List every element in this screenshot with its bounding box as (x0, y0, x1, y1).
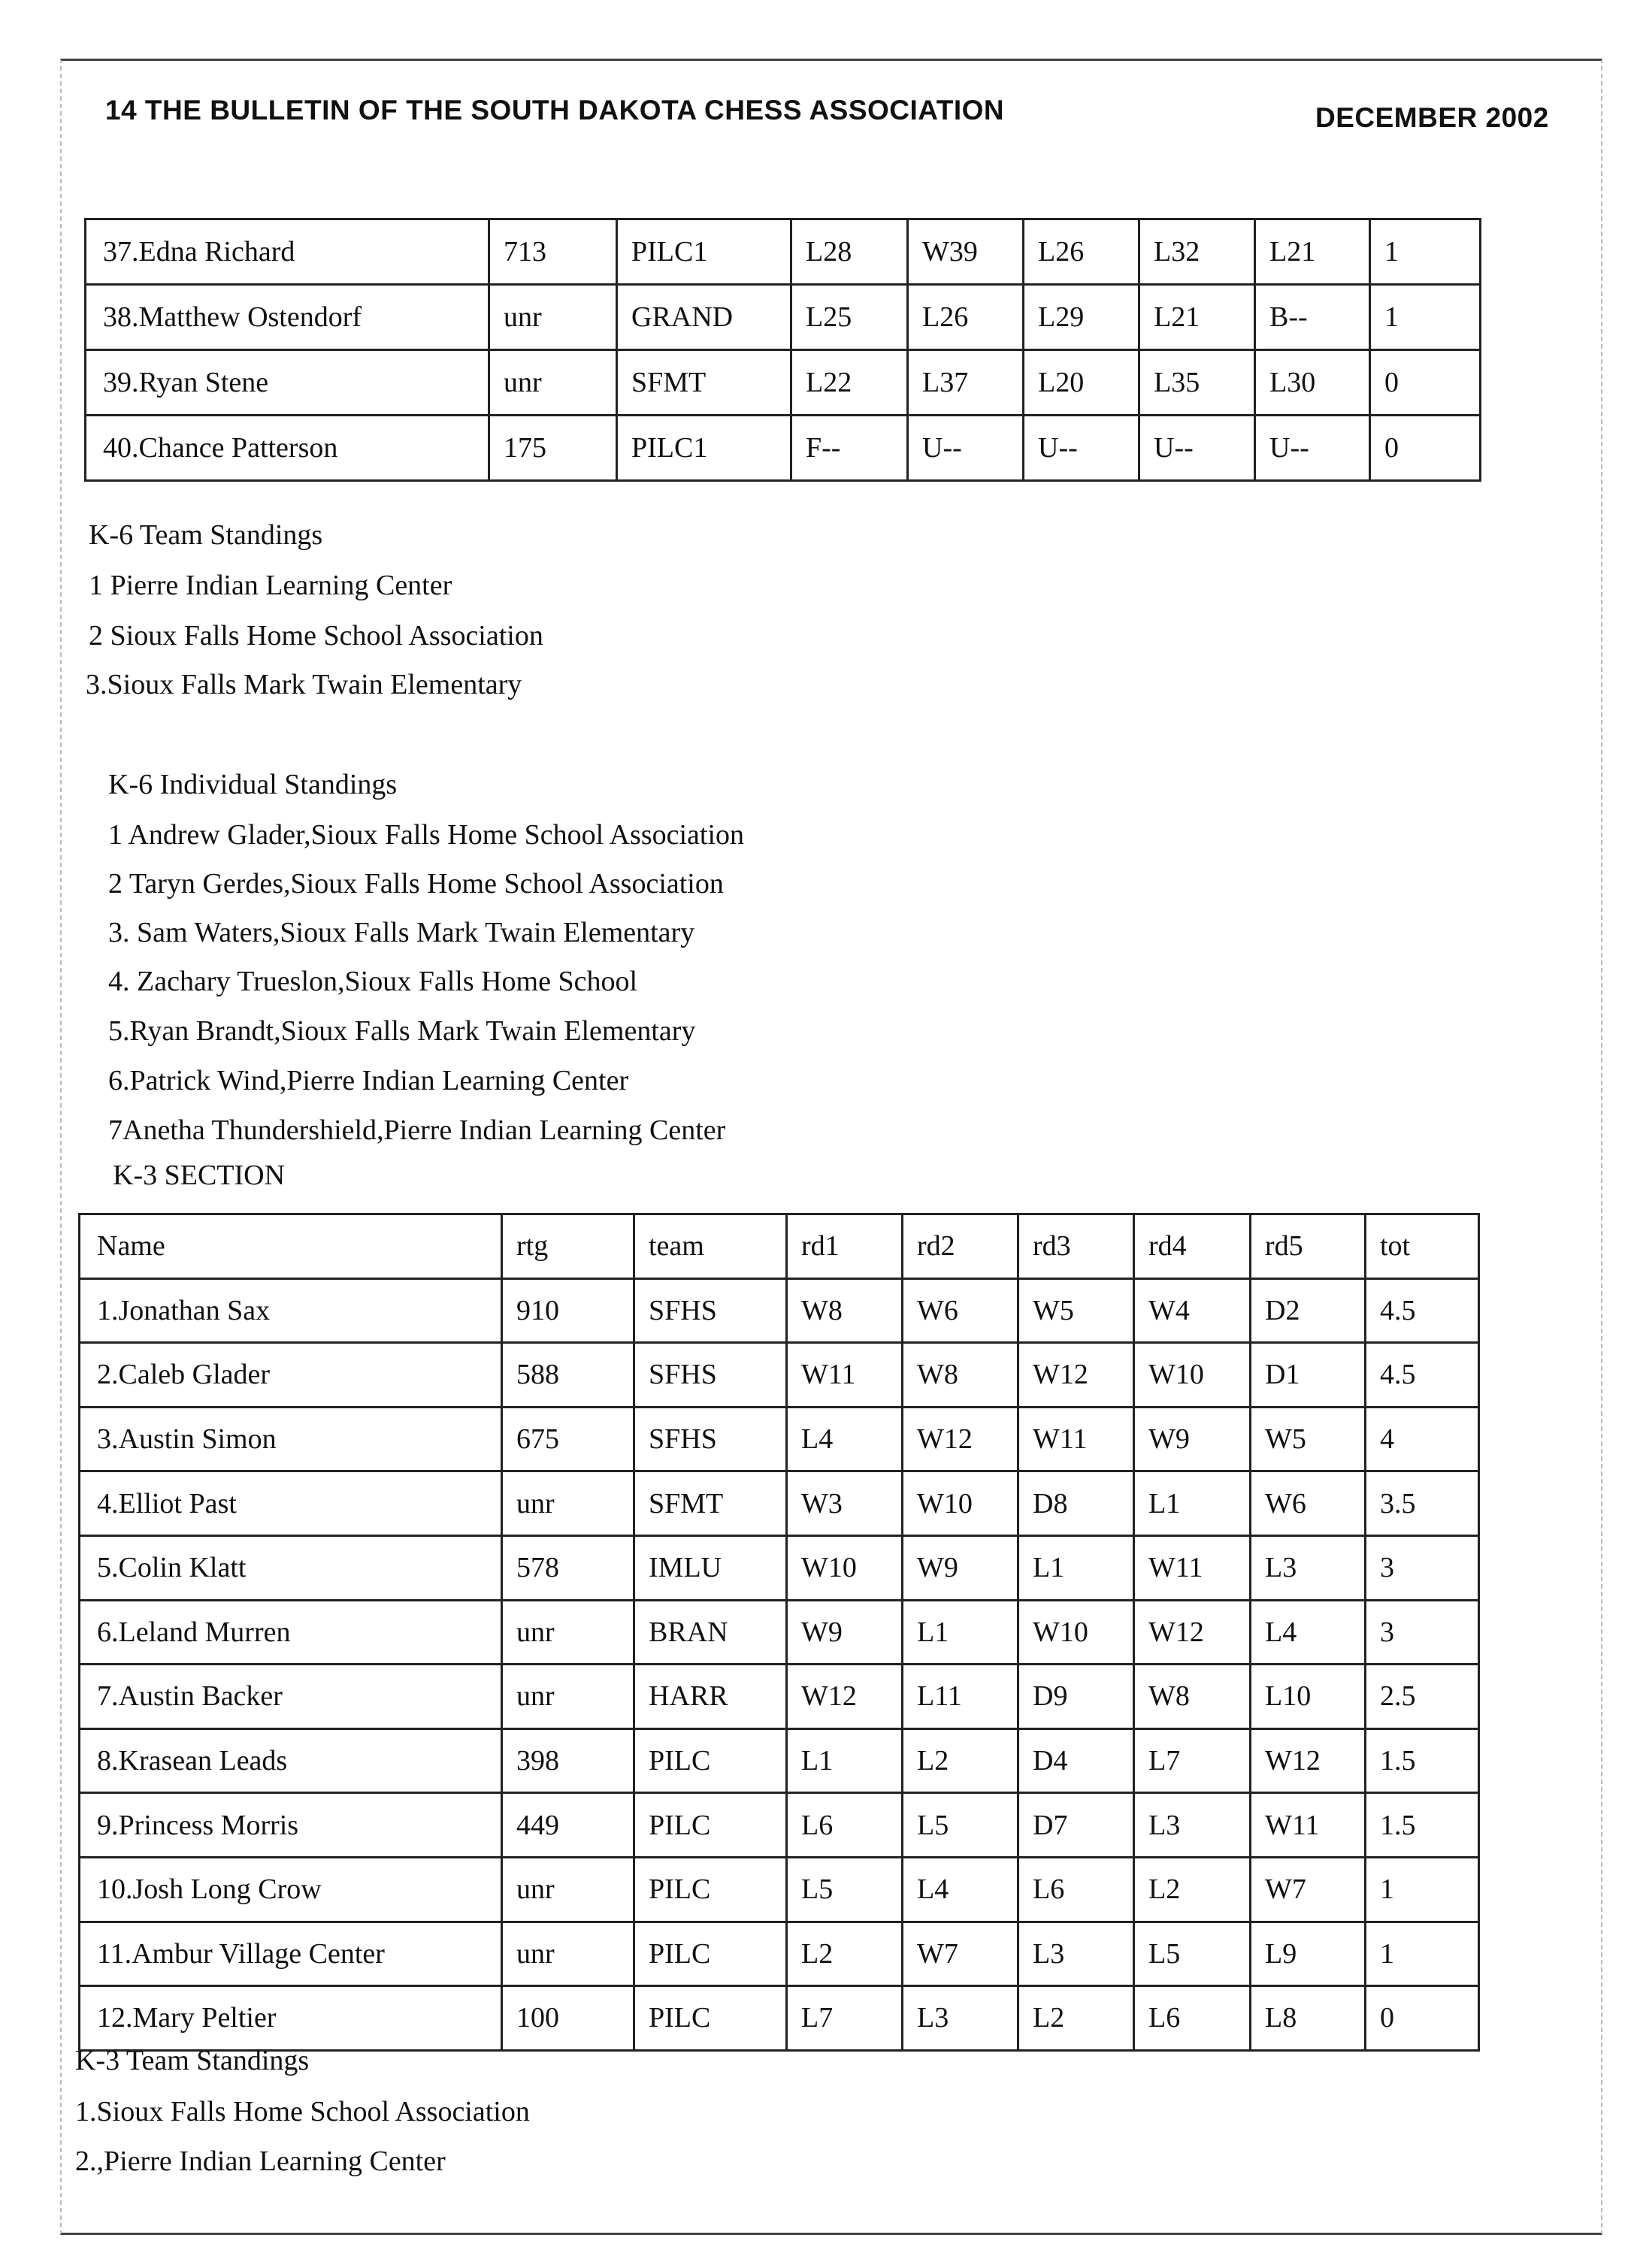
round-cell: W6 (903, 1278, 1018, 1343)
rating-cell: unr (502, 1471, 634, 1536)
round-cell: L26 (1024, 219, 1139, 285)
round-cell: W9 (1134, 1407, 1251, 1471)
total-cell: 1 (1370, 285, 1481, 350)
column-header: rd2 (903, 1214, 1018, 1279)
round-cell: L7 (787, 1986, 903, 2051)
round-cell: W5 (1018, 1278, 1134, 1343)
round-cell: L21 (1139, 285, 1255, 350)
round-cell: L6 (1018, 1857, 1134, 1922)
round-cell: W3 (787, 1471, 903, 1536)
rating-cell: unr (502, 1857, 634, 1922)
round-cell: W8 (1134, 1665, 1251, 1729)
table-row (80, 1793, 1479, 1858)
player-name: 7.Austin Backer (80, 1665, 502, 1729)
round-cell: L4 (787, 1407, 903, 1471)
issue-date: DECEMBER 2002 (1315, 102, 1549, 133)
round-cell: L8 (1251, 1986, 1366, 2051)
total-cell: 3 (1366, 1535, 1479, 1600)
round-cell: W6 (1251, 1471, 1366, 1536)
round-cell: L10 (1251, 1665, 1366, 1729)
rating-cell: 578 (502, 1535, 634, 1600)
list-item: 2 Taryn Gerdes,Sioux Falls Home School Association (108, 868, 724, 900)
table-row (80, 1857, 1479, 1922)
team-cell: IMLU (634, 1535, 787, 1600)
round-cell: L2 (1134, 1857, 1251, 1922)
round-cell: L3 (1251, 1535, 1366, 1600)
total-cell: 1 (1366, 1857, 1479, 1922)
player-name: 9.Princess Morris (80, 1793, 502, 1858)
team-cell: GRAND (617, 285, 791, 350)
total-cell: 0 (1366, 1986, 1479, 2051)
player-name: 3.Austin Simon (80, 1407, 502, 1471)
list-item: 1 Andrew Glader,Sioux Falls Home School Association (108, 819, 745, 851)
round-cell: W8 (787, 1278, 903, 1343)
list-item: 4. Zachary Trueslon,Sioux Falls Home School (108, 966, 638, 997)
round-cell: D7 (1018, 1793, 1134, 1858)
table-row (80, 1535, 1479, 1600)
round-cell: W12 (903, 1407, 1018, 1471)
round-cell: L30 (1255, 350, 1370, 416)
total-cell: 0 (1370, 416, 1481, 481)
total-cell: 1.5 (1366, 1793, 1479, 1858)
list-item: 1 Pierre Indian Learning Center (89, 570, 452, 601)
round-cell: W12 (787, 1665, 903, 1729)
team-cell: BRAN (634, 1600, 787, 1665)
round-cell: B-- (1255, 285, 1370, 350)
team-cell: SFHS (634, 1278, 787, 1343)
round-cell: U-- (908, 416, 1024, 481)
rating-cell: 100 (502, 1986, 634, 2051)
round-cell: L1 (903, 1600, 1018, 1665)
rating-cell: 449 (502, 1793, 634, 1858)
total-cell: 4 (1366, 1407, 1479, 1471)
total-cell: 1 (1370, 219, 1481, 285)
team-cell: PILC (634, 1986, 787, 2051)
column-header: rd1 (787, 1214, 903, 1279)
k3-team-heading: K-3 Team Standings (75, 2045, 310, 2076)
round-cell: D2 (1251, 1278, 1366, 1343)
round-cell: L11 (903, 1665, 1018, 1729)
round-cell: L35 (1139, 350, 1255, 416)
player-name: 10.Josh Long Crow (80, 1857, 502, 1922)
round-cell: L6 (787, 1793, 903, 1858)
player-name: 11.Ambur Village Center (80, 1922, 502, 1986)
table-row (80, 1471, 1479, 1536)
column-header: tot (1366, 1214, 1479, 1279)
round-cell: L1 (787, 1728, 903, 1793)
total-cell: 4.5 (1366, 1278, 1479, 1343)
player-name: 38.Matthew Ostendorf (86, 285, 489, 350)
team-cell: HARR (634, 1665, 787, 1729)
round-cell: W7 (1251, 1857, 1366, 1922)
round-cell: L3 (1134, 1793, 1251, 1858)
team-cell: PILC (634, 1793, 787, 1858)
table-row (86, 350, 1481, 416)
round-cell: L22 (791, 350, 908, 416)
rating-cell: 175 (489, 416, 617, 481)
round-cell: W12 (1018, 1343, 1134, 1408)
total-cell: 1.5 (1366, 1728, 1479, 1793)
column-header: rd3 (1018, 1214, 1134, 1279)
player-name: 39.Ryan Stene (86, 350, 489, 416)
round-cell: W10 (1018, 1600, 1134, 1665)
round-cell: L4 (1251, 1600, 1366, 1665)
rating-cell: unr (489, 350, 617, 416)
table-row (86, 416, 1481, 481)
player-name: 6.Leland Murren (80, 1600, 502, 1665)
list-item: 3. Sam Waters,Sioux Falls Mark Twain Elementary (108, 917, 695, 948)
rating-cell: 398 (502, 1728, 634, 1793)
rating-cell: 675 (502, 1407, 634, 1471)
team-cell: SFHS (634, 1343, 787, 1408)
list-item: 2 Sioux Falls Home School Association (89, 620, 543, 652)
list-item: 2.,Pierre Indian Learning Center (75, 2146, 446, 2177)
round-cell: W8 (903, 1343, 1018, 1408)
list-item: 6.Patrick Wind,Pierre Indian Learning Center (108, 1065, 629, 1096)
column-header: rd4 (1134, 1214, 1251, 1279)
round-cell: L1 (1134, 1471, 1251, 1536)
team-cell: SFMT (634, 1471, 787, 1536)
table-row (80, 1728, 1479, 1793)
team-cell: SFMT (617, 350, 791, 416)
round-cell: L3 (1018, 1922, 1134, 1986)
k3-standings-table (78, 1213, 1480, 2052)
team-cell: PILC1 (617, 416, 791, 481)
k6-team-heading: K-6 Team Standings (89, 519, 323, 551)
team-cell: PILC (634, 1857, 787, 1922)
round-cell: L2 (903, 1728, 1018, 1793)
round-cell: F-- (791, 416, 908, 481)
top-standings-table (84, 218, 1481, 482)
round-cell: W9 (787, 1600, 903, 1665)
round-cell: W10 (903, 1471, 1018, 1536)
round-cell: L21 (1255, 219, 1370, 285)
round-cell: W11 (787, 1343, 903, 1408)
round-cell: L3 (903, 1986, 1018, 2051)
round-cell: D4 (1018, 1728, 1134, 1793)
rating-cell: 910 (502, 1278, 634, 1343)
round-cell: W11 (1018, 1407, 1134, 1471)
table-row (86, 219, 1481, 285)
round-cell: L29 (1024, 285, 1139, 350)
round-cell: W4 (1134, 1278, 1251, 1343)
round-cell: L2 (1018, 1986, 1134, 2051)
player-name: 1.Jonathan Sax (80, 1278, 502, 1343)
team-cell: SFHS (634, 1407, 787, 1471)
round-cell: L26 (908, 285, 1024, 350)
round-cell: W12 (1251, 1728, 1366, 1793)
table-row (80, 1922, 1479, 1986)
list-item: 7Anetha Thundershield,Pierre Indian Learning Center (108, 1114, 726, 1146)
round-cell: W11 (1134, 1535, 1251, 1600)
table-row (80, 1343, 1479, 1408)
round-cell: L4 (903, 1857, 1018, 1922)
round-cell: L28 (791, 219, 908, 285)
round-cell: W10 (787, 1535, 903, 1600)
round-cell: W7 (903, 1922, 1018, 1986)
bulletin-title: 14 THE BULLETIN OF THE SOUTH DAKOTA CHESS ASSOCIATION (105, 95, 1005, 125)
total-cell: 3 (1366, 1600, 1479, 1665)
team-cell: PILC (634, 1728, 787, 1793)
player-name: 37.Edna Richard (86, 219, 489, 285)
round-cell: L1 (1018, 1535, 1134, 1600)
list-item: 5.Ryan Brandt,Sioux Falls Mark Twain Elementary (108, 1015, 696, 1047)
player-name: 12.Mary Peltier (80, 1986, 502, 2051)
table-row (80, 1407, 1479, 1471)
round-cell: D1 (1251, 1343, 1366, 1408)
player-name: 4.Elliot Past (80, 1471, 502, 1536)
table-row (80, 1986, 1479, 2051)
team-cell: PILC1 (617, 219, 791, 285)
rating-cell: unr (489, 285, 617, 350)
table-row (80, 1278, 1479, 1343)
team-cell: PILC (634, 1922, 787, 1986)
round-cell: W9 (903, 1535, 1018, 1600)
total-cell: 0 (1370, 350, 1481, 416)
round-cell: L20 (1024, 350, 1139, 416)
total-cell: 2.5 (1366, 1665, 1479, 1729)
rating-cell: 588 (502, 1343, 634, 1408)
round-cell: L37 (908, 350, 1024, 416)
round-cell: W5 (1251, 1407, 1366, 1471)
round-cell: L32 (1139, 219, 1255, 285)
table-header-row (80, 1214, 1479, 1279)
round-cell: U-- (1139, 416, 1255, 481)
column-header: rd5 (1251, 1214, 1366, 1279)
round-cell: D9 (1018, 1665, 1134, 1729)
column-header: Name (80, 1214, 502, 1279)
round-cell: L2 (787, 1922, 903, 1986)
player-name: 8.Krasean Leads (80, 1728, 502, 1793)
column-header: rtg (502, 1214, 634, 1279)
table-row (86, 285, 1481, 350)
round-cell: W12 (1134, 1600, 1251, 1665)
round-cell: L5 (1134, 1922, 1251, 1986)
total-cell: 1 (1366, 1922, 1479, 1986)
round-cell: L25 (791, 285, 908, 350)
round-cell: L9 (1251, 1922, 1366, 1986)
player-name: 5.Colin Klatt (80, 1535, 502, 1600)
k3-section-heading: K-3 SECTION (113, 1160, 286, 1191)
rating-cell: 713 (489, 219, 617, 285)
round-cell: L6 (1134, 1986, 1251, 2051)
round-cell: L7 (1134, 1728, 1251, 1793)
player-name: 2.Caleb Glader (80, 1343, 502, 1408)
rating-cell: unr (502, 1665, 634, 1729)
round-cell: L5 (787, 1857, 903, 1922)
column-header: team (634, 1214, 787, 1279)
rating-cell: unr (502, 1922, 634, 1986)
round-cell: W10 (1134, 1343, 1251, 1408)
round-cell: D8 (1018, 1471, 1134, 1536)
total-cell: 3.5 (1366, 1471, 1479, 1536)
rating-cell: unr (502, 1600, 634, 1665)
list-item: 3.Sioux Falls Mark Twain Elementary (86, 669, 522, 700)
round-cell: L5 (903, 1793, 1018, 1858)
k6-individual-heading: K-6 Individual Standings (108, 769, 398, 800)
table-row (80, 1665, 1479, 1729)
round-cell: U-- (1024, 416, 1139, 481)
total-cell: 4.5 (1366, 1343, 1479, 1408)
player-name: 40.Chance Patterson (86, 416, 489, 481)
round-cell: W39 (908, 219, 1024, 285)
list-item: 1.Sioux Falls Home School Association (75, 2096, 530, 2127)
round-cell: U-- (1255, 416, 1370, 481)
round-cell: W11 (1251, 1793, 1366, 1858)
table-row (80, 1600, 1479, 1665)
